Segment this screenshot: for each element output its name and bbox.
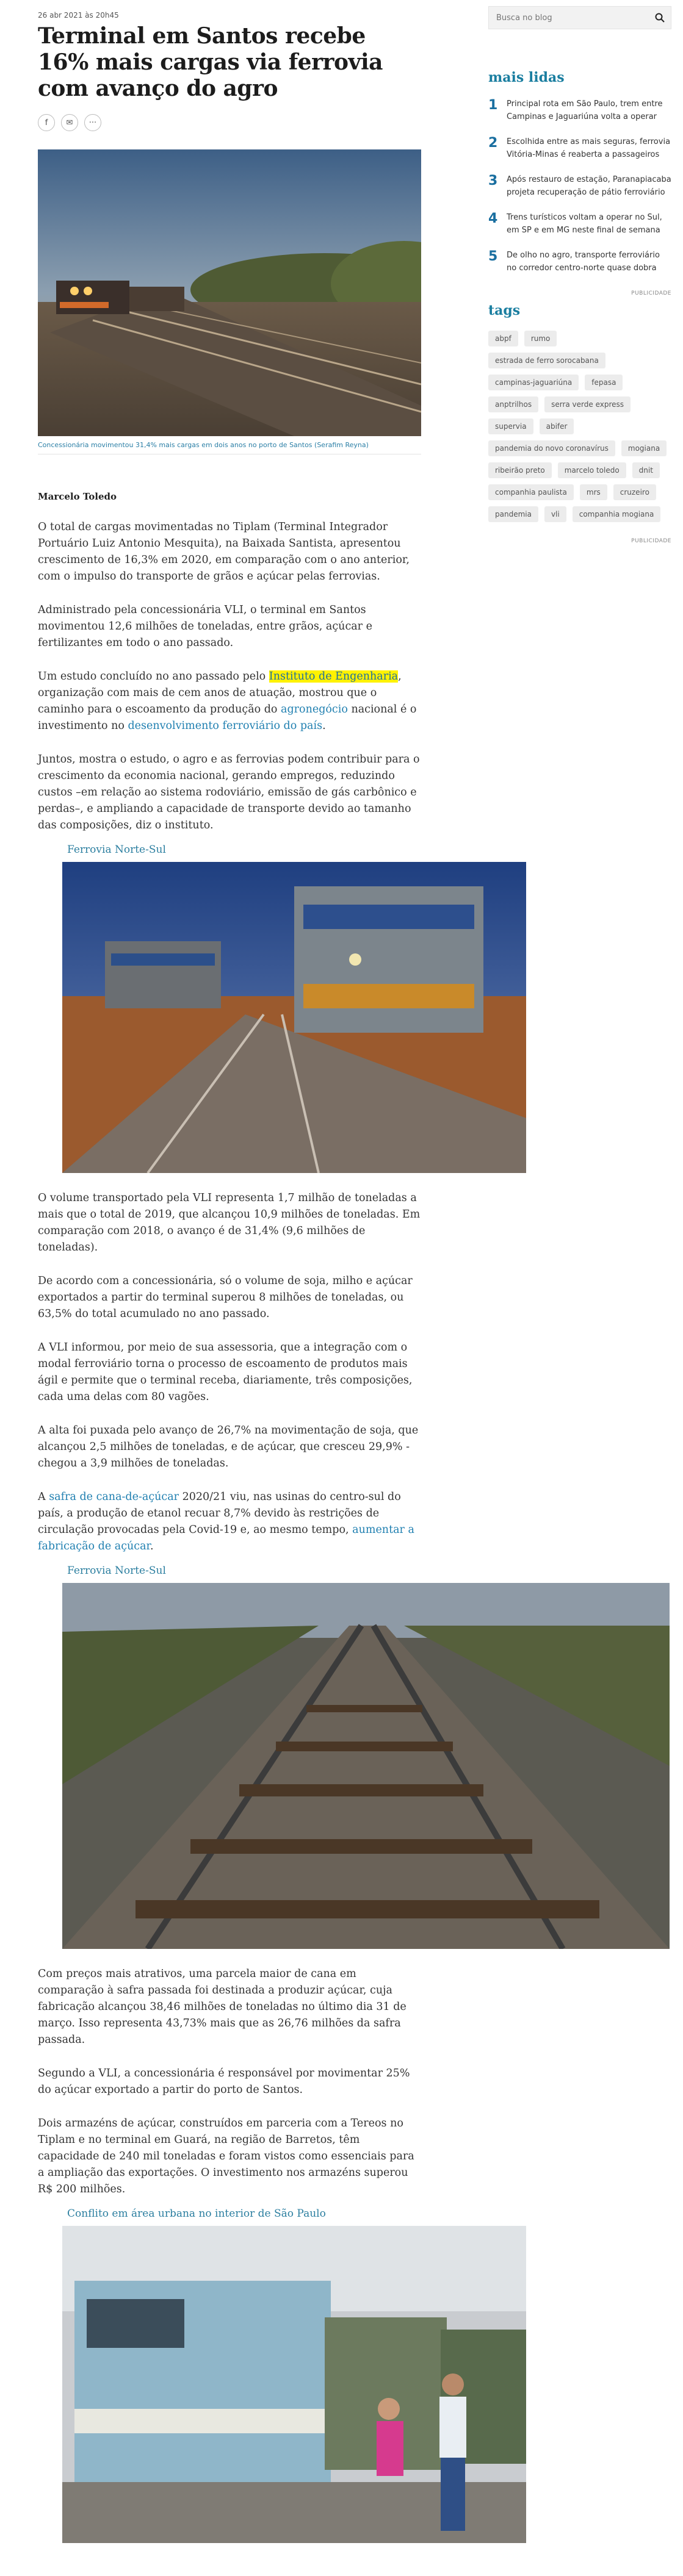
link-safra-cana[interactable]: safra de cana-de-açúcar <box>49 1491 179 1503</box>
list-item[interactable] <box>488 135 671 161</box>
paragraph-text: Um estudo concluído no ano passado pelo <box>38 670 269 683</box>
list-item-link[interactable]: Trens turísticos voltam a operar no Sul, em SP e em MG neste final de semana <box>507 213 662 235</box>
facebook-icon: f <box>45 118 48 127</box>
list-item[interactable] <box>488 173 671 199</box>
paragraph: A VLI informou, por meio de sua assessoria, que a integração com o modal ferroviário torna o processo de escoamento de produtos mais ágil e permite que o terminal receba, diariamente, três composições, cada uma delas com 80 vagões. <box>38 1341 413 1403</box>
link-instituto-engenharia[interactable]: Instituto de Engenharia <box>269 670 399 683</box>
list-item[interactable] <box>488 98 671 123</box>
list-item-link[interactable]: Principal rota em São Paulo, trem entre Campinas e Jaguariúna volta a operar <box>507 99 663 121</box>
railway-sleepers-image <box>62 1583 670 1949</box>
tag-link[interactable]: rumo <box>524 331 557 346</box>
trains-on-tracks-image <box>62 862 526 1173</box>
sidebar <box>488 6 671 544</box>
tag-link[interactable]: companhia mogiana <box>573 506 661 522</box>
figure-ferrovia-norte-sul-2 <box>38 1565 421 1949</box>
mais-lidas-title: mais lidas <box>488 70 565 85</box>
paragraph-text: . <box>322 720 326 732</box>
tag-link[interactable]: cruzeiro <box>613 484 656 500</box>
figure-image <box>62 2226 526 2543</box>
figure-image <box>62 1583 670 1949</box>
facebook-share-button[interactable] <box>38 114 55 131</box>
paragraph: De acordo com a concessionária, só o volume de soja, milho e açúcar exportados a partir do terminal superou 8 milhões de toneladas, ou 63,5% do total acumulado no ano passado. <box>38 1275 413 1320</box>
tag-link[interactable]: supervia <box>488 418 533 434</box>
train-at-sunset-image <box>38 149 421 436</box>
publicidade-label: PUBLICIDADE <box>631 538 671 544</box>
tag-link[interactable]: abpf <box>488 331 518 346</box>
tag-link[interactable]: anptrilhos <box>488 396 538 412</box>
article <box>38 11 421 2543</box>
paragraph-text: . <box>150 1540 154 1552</box>
tag-link[interactable]: dnit <box>632 462 660 478</box>
mais-lidas-list <box>488 98 671 274</box>
hero-image <box>38 149 421 436</box>
search-input[interactable] <box>495 13 655 23</box>
paragraph: Juntos, mostra o estudo, o agro e as ferrovias podem contribuir para o crescimento da economia nacional, gerando empregos, reduzindo custos –em relação ao sistema rodoviário, emissão de gás carbônico e perdas–, e ampliando a capacidade de transporte devido ao tamanho das composições, diz o instituto. <box>38 753 420 831</box>
figure-image <box>62 862 526 1173</box>
paragraph: Dois armazéns de açúcar, construídos em parceria com a Tereos no Tiplam e no terminal em Guará, na região de Barretos, têm capacidade de 240 mil toneladas e foram vistos como essenciais para a ampliação das exportações. O investimento nos armazéns superou R$ 200 milhões. <box>38 2117 414 2195</box>
figure-title: Ferrovia Norte-Sul <box>67 844 166 856</box>
rank-number: 1 <box>488 98 498 113</box>
tag-link[interactable]: ribeirão preto <box>488 462 552 478</box>
train-crossing-city-image <box>62 2226 526 2543</box>
figure-ferrovia-norte-sul-1 <box>38 844 421 1173</box>
paragraph: O total de cargas movimentadas no Tiplam (Terminal Integrador Portuário Luiz Antonio Mesquita), na Baixada Santista, apresentou crescimento de 16,3% em 2020, em comparação com o ano anterior, com o impulso do transporte de grãos e açúcar pelas ferrovias. <box>38 521 410 583</box>
publicidade-label: PUBLICIDADE <box>631 290 671 296</box>
figure-title: Conflito em área urbana no interior de São Paulo <box>67 2208 326 2220</box>
tag-link[interactable]: abifer <box>540 418 574 434</box>
paragraph-text: 2020/21 viu, nas usinas do centro-sul do país, a produção de etanol recuar 8,7% devido às restrições de circulação provocadas pela Covid-19 e, ao mesmo tempo, <box>38 1491 401 1536</box>
email-share-button[interactable] <box>61 114 78 131</box>
list-item-link[interactable]: Após restauro de estação, Paranapiacaba projeta recuperação de pátio ferroviário <box>507 175 671 197</box>
paragraph: O volume transportado pela VLI representa 1,7 milhão de toneladas a mais que o total de 2019, que alcançou 10,9 milhões de toneladas. Em comparação com 2018, o avanço é de 31,4% (9,6 milhões de toneladas). <box>38 1192 421 1254</box>
more-icon: ··· <box>89 118 97 127</box>
tag-link[interactable]: mrs <box>580 484 607 500</box>
tag-link[interactable]: pandemia <box>488 506 538 522</box>
tag-link[interactable]: marcelo toledo <box>558 462 626 478</box>
figure-conflito-area-urbana <box>38 2208 421 2543</box>
more-share-button[interactable] <box>84 114 101 131</box>
tags-title: tags <box>488 303 521 318</box>
article-author: Marcelo Toledo <box>38 491 117 502</box>
paragraph-text: , organização com mais de cem anos de atuação, mostrou que o caminho para o escoamento da produção do <box>38 670 402 716</box>
list-item[interactable] <box>488 249 671 274</box>
blog-search[interactable] <box>488 6 671 29</box>
rank-number: 4 <box>488 211 498 226</box>
paragraph-text: A <box>38 1491 49 1503</box>
link-desenvolvimento-ferroviario[interactable]: desenvolvimento ferroviário do país <box>128 720 323 732</box>
tag-link[interactable]: vli <box>544 506 566 522</box>
rank-number: 5 <box>488 249 498 264</box>
tags-list <box>488 331 671 522</box>
article-headline: Terminal em Santos recebe 16% mais cargas via ferrovia com avanço do agro <box>38 23 383 101</box>
tag-link[interactable]: pandemia do novo coronavírus <box>488 440 615 456</box>
tag-link[interactable]: fepasa <box>585 375 623 390</box>
hero-caption: Concessionária movimentou 31,4% mais cargas em dois anos no porto de Santos (Serafim Reyna) <box>38 441 369 449</box>
article-date: 26 abr 2021 às 20h45 <box>38 11 119 20</box>
email-icon: ✉ <box>66 118 73 127</box>
share-bar <box>38 114 421 131</box>
list-item-link[interactable]: Escolhida entre as mais seguras, ferrovia Vitória-Minas é reaberta a passageiros <box>507 137 671 159</box>
tag-link[interactable]: serra verde express <box>544 396 631 412</box>
paragraph <box>38 669 421 734</box>
list-item[interactable] <box>488 211 671 237</box>
link-aumentar-fabricacao-acucar[interactable]: aumentar a fabricação de açúcar <box>38 1524 414 1552</box>
paragraph: Administrado pela concessionária VLI, o terminal em Santos movimentou 12,6 milhões de toneladas, entre grãos, açúcar e fertilizantes em todo o ano passado. <box>38 604 372 649</box>
tag-link[interactable]: estrada de ferro sorocabana <box>488 353 605 368</box>
paragraph: Segundo a VLI, a concessionária é responsável por movimentar 25% do açúcar exportado a partir do porto de Santos. <box>38 2067 410 2096</box>
paragraph-text: nacional é o investimento no <box>38 703 417 732</box>
tag-link[interactable]: mogiana <box>621 440 667 456</box>
rank-number: 3 <box>488 173 498 188</box>
tag-link[interactable]: campinas-jaguariúna <box>488 375 579 390</box>
tag-link[interactable]: companhia paulista <box>488 484 574 500</box>
paragraph: Com preços mais atrativos, uma parcela maior de cana em comparação à safra passada foi destinada a produzir açúcar, cuja fabricação alcançou 38,46 milhões de toneladas no último dia 31 de março. Isso representa 43,73% mais que as 26,76 milhões da safra passada. <box>38 1968 407 2046</box>
list-item-link[interactable]: De olho no agro, transporte ferroviário no corredor centro-norte quase dobra <box>507 251 660 273</box>
link-agronegocio[interactable]: agronegócio <box>281 703 348 716</box>
paragraph <box>38 1489 421 1555</box>
rank-number: 2 <box>488 135 498 151</box>
paragraph: A alta foi puxada pelo avanço de 26,7% na movimentação de soja, que alcançou 2,5 milhões de toneladas, e de açúcar, que cresceu 29,9% - chegou a 3,9 milhões de toneladas. <box>38 1424 419 1469</box>
figure-title: Ferrovia Norte-Sul <box>67 1565 166 1577</box>
search-icon[interactable] <box>655 13 665 23</box>
